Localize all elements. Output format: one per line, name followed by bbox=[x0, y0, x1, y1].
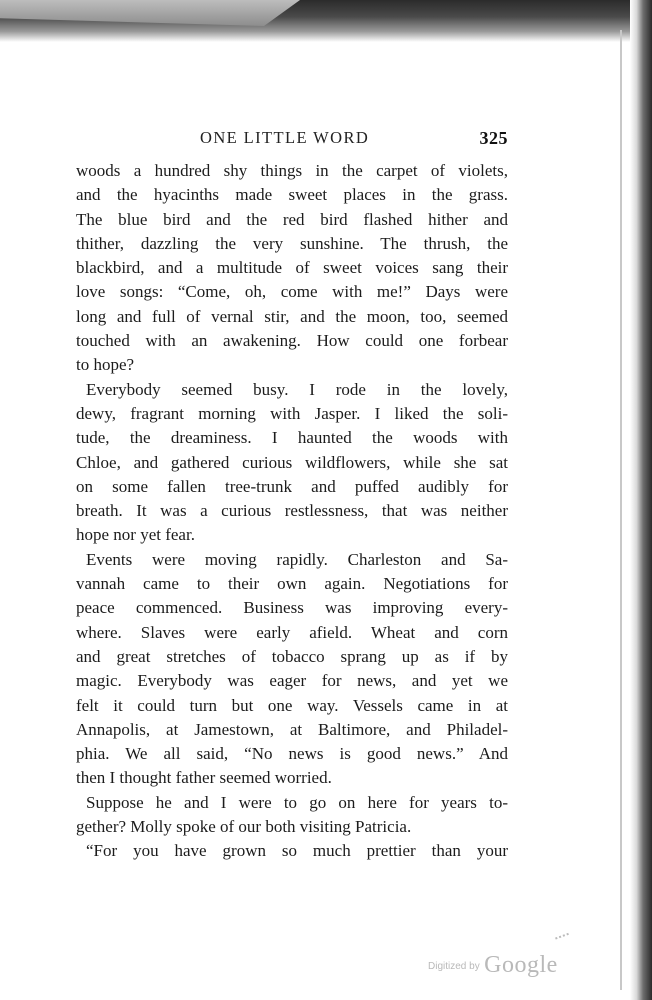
text-line: then I thought father seemed worried. bbox=[76, 768, 332, 788]
text-line: hope nor yet fear. bbox=[76, 525, 195, 545]
text-line: Everybody seemed busy. I rode in the lovely, bbox=[86, 379, 508, 399]
text-line: felt it could turn but one way. Vessels came in at bbox=[76, 695, 508, 715]
text-line: Annapolis, at Jamestown, at Baltimore, and Philadel- bbox=[76, 719, 508, 739]
text-line: dewy, fragrant morning with Jasper. I liked the soli- bbox=[76, 403, 508, 423]
text-line: Events were moving rapidly. Charleston and Sa- bbox=[86, 549, 508, 569]
text-line: phia. We all said, “No news is good news.” And bbox=[76, 744, 508, 764]
text-line: love songs: “Come, oh, come with me!” Days were bbox=[76, 282, 508, 302]
running-head: ONE LITTLE WORD bbox=[200, 128, 370, 147]
digitized-watermark bbox=[428, 952, 558, 982]
body-text bbox=[76, 159, 508, 864]
page-header bbox=[76, 128, 508, 152]
text-line: long and full of vernal stir, and the moon, too, seemed bbox=[76, 306, 508, 326]
text-line: thither, dazzling the very sunshine. The thrush, the bbox=[76, 233, 508, 253]
text-line: and the hyacinths made sweet places in the grass. bbox=[76, 185, 508, 205]
text-line: gether? Molly spoke of our both visiting Patricia. bbox=[76, 817, 412, 837]
page-number: 325 bbox=[479, 128, 508, 148]
scan-fold-line bbox=[620, 30, 622, 990]
text-line: blackbird, and a multitude of sweet voices sang their bbox=[76, 258, 508, 278]
text-line: to hope? bbox=[76, 355, 135, 375]
scan-speck bbox=[555, 933, 571, 945]
text-line: The blue bird and the red bird flashed hither and bbox=[76, 209, 508, 229]
text-line: and great stretches of tobacco sprang up as if by bbox=[76, 646, 508, 666]
text-line: magic. Everybody was eager for news, and yet we bbox=[76, 671, 508, 691]
text-line: peace commenced. Business was improving every- bbox=[76, 598, 508, 618]
text-line: Chloe, and gathered curious wildflowers, while she sat bbox=[76, 452, 508, 472]
text-line: breath. It was a curious restlessness, that was neither bbox=[76, 501, 508, 521]
text-line: where. Slaves were early afield. Wheat and corn bbox=[76, 622, 508, 642]
text-line: Suppose he and I were to go on here for years to- bbox=[86, 792, 508, 812]
google-logo: Google bbox=[484, 952, 558, 978]
text-line: on some fallen tree-trunk and puffed audibly for bbox=[76, 476, 508, 496]
scan-shadow-right bbox=[630, 0, 652, 1000]
text-line: tude, the dreaminess. I haunted the woods with bbox=[76, 428, 508, 448]
text-line: vannah came to their own again. Negotiations for bbox=[76, 574, 508, 594]
text-line: touched with an awakening. How could one forbear bbox=[76, 331, 508, 351]
watermark-prefix: Digitized by bbox=[428, 961, 480, 972]
text-line: “For you have grown so much prettier than your bbox=[86, 841, 508, 861]
text-line: woods a hundred shy things in the carpet of violets, bbox=[76, 161, 508, 180]
